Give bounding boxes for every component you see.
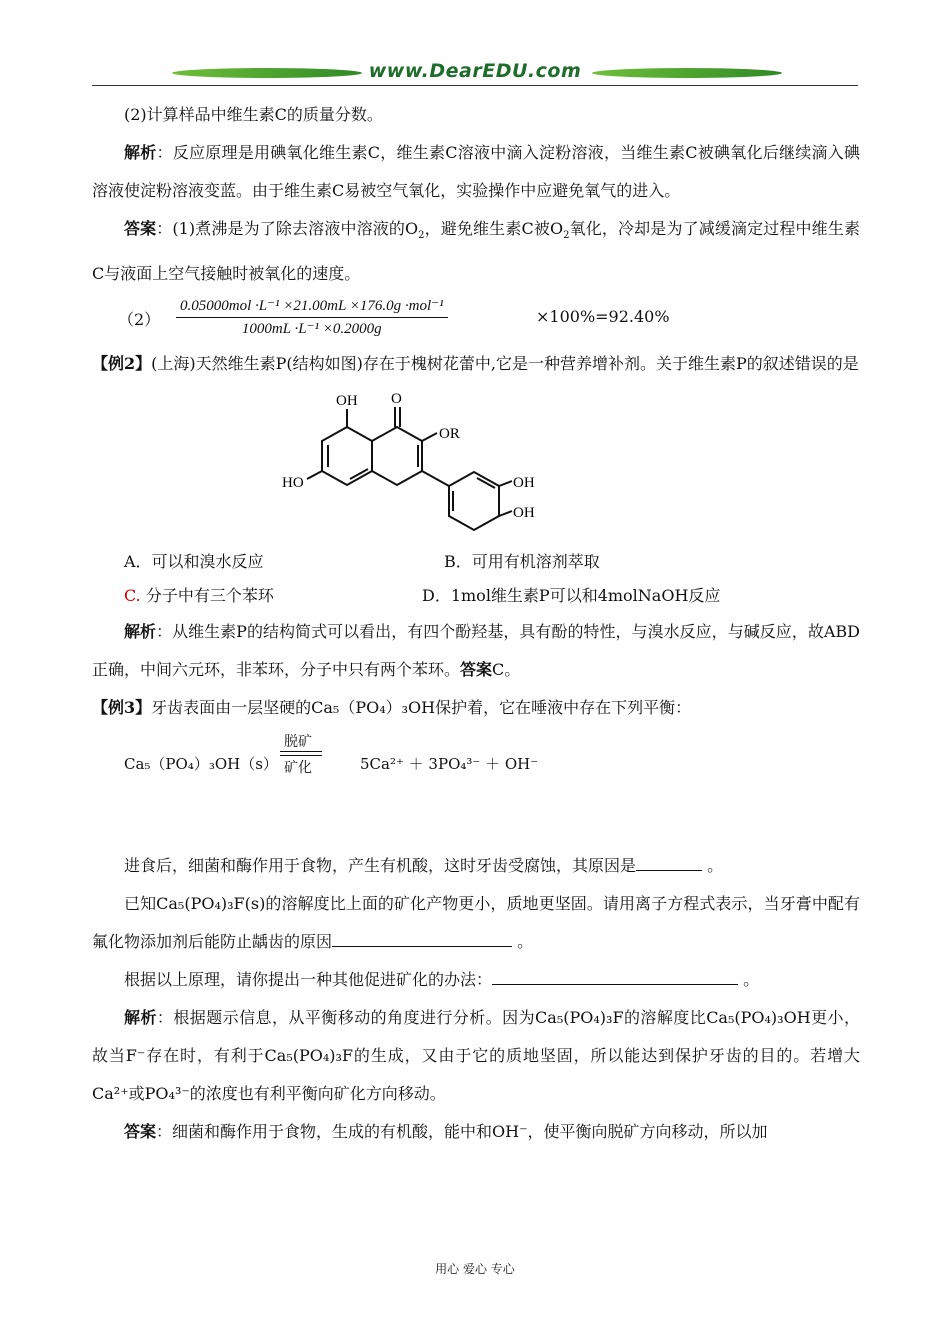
answer-1: 答案：(1)煮沸是为了除去溶液中溶液的$O_2$，避免维生素C被$O_2$氧化，冷却是为了减缓滴定过程中维生素C与液面上空气接触时被氧化的速度。 xyxy=(92,219,860,284)
mass-fraction xyxy=(176,295,448,340)
option-d: D．1mol维生素P可以和4molNaOH反应 xyxy=(422,586,721,606)
option-b: B．可用有机溶剂萃取 xyxy=(444,552,600,572)
label-oh-top: OH xyxy=(336,393,358,410)
header-rule xyxy=(92,85,858,86)
page-footer: 用心 爱心 专心 xyxy=(435,1262,515,1276)
answer-2-result: ×100%=92.40% xyxy=(536,307,670,327)
q2-title: (2)计算样品中维生素C的质量分数。 xyxy=(124,105,383,124)
equilibrium-equation xyxy=(92,727,860,847)
header-site-logo: www.DearEDU.com xyxy=(368,60,582,82)
analysis-label: 解析 xyxy=(124,143,157,162)
arrow-top-label: 脱矿 xyxy=(284,734,312,751)
option-c: C. 分子中有三个苯环 xyxy=(124,586,274,606)
answer-blank-2[interactable] xyxy=(332,932,512,947)
answer-blank-3[interactable] xyxy=(492,970,738,985)
question-3-2: 已知Ca₅(PO₄)₃F(s)的溶解度比上面的矿化产物更小，质地更坚固。请用离子方程式表示，当牙膏中配有氟化物添加剂后能防止龋齿的原因 。 xyxy=(92,894,860,952)
page-body xyxy=(92,96,860,1151)
label-or: OR xyxy=(439,426,460,443)
question-3-3: 根据以上原理，请你提出一种其他促进矿化的办法： 。 xyxy=(124,970,760,990)
example-2-options xyxy=(92,541,860,613)
equilibrium-arrow-reverse xyxy=(280,755,322,756)
label-oh-right-1: OH xyxy=(513,475,535,492)
analysis-2: 解析：从维生素P的结构简式可以看出，有四个酚羟基，具有酚的特性，与溴水反应，与碱反应，故ABD正确，中间六元环，非苯环，分子中只有两个苯环。答案C。 xyxy=(92,622,860,680)
answer-3: 答案：细菌和酶作用于食物，生成的有机酸，能中和OH⁻，使平衡向脱矿方向移动，所以加 xyxy=(124,1122,768,1142)
fraction-denominator: 1000mL ·L⁻¹ ×0.2000g xyxy=(241,321,382,338)
label-oh-right-2: OH xyxy=(513,505,535,522)
answer-blank-1[interactable] xyxy=(636,856,702,871)
equation-left: Ca₅（PO₄）₃OH（s） xyxy=(124,755,278,774)
option-a: A．可以和溴水反应 xyxy=(124,552,264,572)
vitamin-p-structure xyxy=(92,383,860,533)
analysis-3: 解析：根据题示信息，从平衡移动的角度进行分析。因为Ca₅(PO₄)₃F的溶解度比Ca₅(PO₄)₃OH更小，故当F⁻存在时，有利于Ca₅(PO₄)₃F的生成，又由于它的质地坚固，所以能达到保护牙齿的目的。若增大Ca²⁺或PO₄³⁻的浓度也有利平衡向矿化方向移动。 xyxy=(92,1008,860,1104)
structure-svg xyxy=(92,383,860,533)
answer-2-formula: （2） 0.05000mol ·L⁻¹ ×21.00mL ×176.0g ·mol⁻¹ 1000mL ·L⁻¹ ×0.2000g ×100%=92.40% xyxy=(92,295,860,341)
fraction-numerator: 0.05000mol ·L⁻¹ ×21.00mL ×176.0g ·mol⁻¹ xyxy=(176,295,448,318)
label-ho: HO xyxy=(282,475,304,492)
example-2-stem: 【例2】(上海)天然维生素P(结构如图)存在于槐树花蕾中,它是一种营养增补剂。关于维生素P的叙述错误的是 xyxy=(92,354,859,374)
page-header xyxy=(92,58,858,88)
equation-right: 5Ca²⁺ ＋ 3PO₄³⁻ ＋ OH⁻ xyxy=(360,755,539,774)
label-o-top: O xyxy=(391,391,402,408)
analysis-1: 解析：反应原理是用碘氧化维生素C，维生素C溶液中滴入淀粉溶液，当维生素C被碘氧化后继续滴入碘溶液使淀粉溶液变蓝。由于维生素C易被空气氧化，实验操作中应避免氧气的进入。 xyxy=(92,143,860,200)
question-3-1: 进食后，细菌和酶作用于食物，产生有机酸，这时牙齿受腐蚀，其原因是 。 xyxy=(124,856,724,876)
example-3-stem: 【例3】牙齿表面由一层坚硬的Ca₅（PO₄）₃OH保护着，它在唾液中存在下列平衡： xyxy=(92,698,692,718)
arrow-bottom-label: 矿化 xyxy=(284,760,312,777)
equilibrium-arrow-forward xyxy=(280,751,322,752)
answer-label: 答案 xyxy=(124,219,157,238)
